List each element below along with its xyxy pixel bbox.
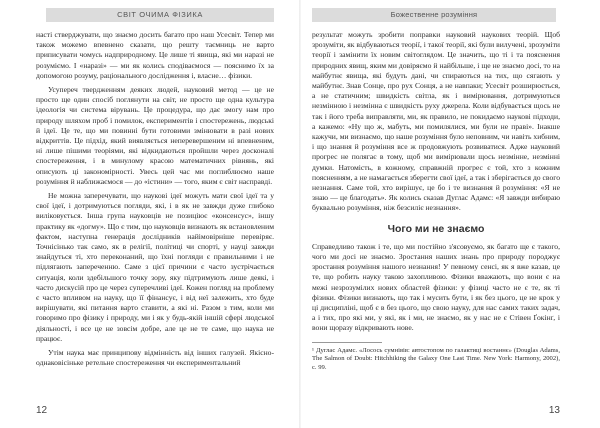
paragraph: Не можна заперечувати, що наукові ідеї можуть мати свої ідеї та у свої ідеї, і дотримуються погляди, які, і в як не завжди дуже глибоко виліковується. Інша група науковців не позиціює «консенсус», іншу практику як «догму». Що є тим, що науковців визнають як встановленим фактом, наступна генерація дослідників найімовірніше перевіряє. Точнісінько так само, як в релігії, політиці чи спорті, у науці завжди знайдуться ті, хто переконаний, що їхні погляди є правильними і не підлягають запереченню. Саме з цієї причини є часто зустрічається ситуація, коли здебільшого точку зору, яку підтримують лише деякі, і часто дискусій про це через суперечливі ідеї. Кожен погляд на проблему є часто впливом на науку, що її фінансує, і від неї залежить, хто буде вирішувати, які питання варто ставити, а які ні. Разом з тим, коли ми говоримо про фізику і природу, ми і як у будь-якій іншій сфері людської діяльності, і все це не зовсім добре, але це не те саме, що наука не працює. xyxy=(36,191,274,343)
right-page xyxy=(300,0,600,428)
footnote: ¹ Дуглас Адамс. «Лосось сумнівів: автостопом по галактиці востаннє» (Douglas Adams, The Salmon of Doubt: Hitchhiking the Galaxy One Last Time. New York: Harmony, 2002), с. 99. xyxy=(312,346,560,371)
paragraph: Усупереч твердженням деяких людей, науковий метод — це не просто ще один спосіб поглянути на світ, не просто ще одна культура ідеологія чи система вірувань. Це процедура, що дає змогу нам про природу шляхом проб і помилок, експериментів і спостережень, людські й ідеї. Це те, що ми повинні бути готовими змінювати в разі нових відкриттів. Це підхід, який виявляється неперевершеним ні впевненим, ні лише пішими теоріями, які відкидаються пройшли через досконалі спостереження, і в минулому красою математичних рівнянь, які описують ці закономірності. Увесь цей час ми поглиблюємо наше розуміння й наближаємося — до «істини» — того, яким є світ насправді. xyxy=(36,85,274,186)
left-page-number: 12 xyxy=(36,405,48,416)
paragraph: насті стверджувати, що знаємо досить багато про наш Усесвіт. Тепер ми також можемо впевнено сказати, що решту таємниць не варто приписувати чомусь надприродному. Це лише ті явища, які ми наразі не розуміємо. І «наразі» — ми як колись сподіваємося — пояснимо їх за допомогою розуму, раціонального дослідження і, власне… фізики. xyxy=(36,30,274,80)
left-body-text xyxy=(36,30,274,369)
right-running-head: Божественне розуміння xyxy=(312,8,556,22)
footnote-rule xyxy=(312,342,382,343)
section-heading: Чого ми не знаємо xyxy=(387,222,485,235)
paragraph: Утім наука має принципову відмінність від інших галузей. Якісно-однаковісіньке ретельне спостереження чи експериментальний xyxy=(36,348,274,368)
right-page-number: 13 xyxy=(548,405,560,416)
paragraph: результат можуть зробити поправки науковий наукових теорій. Щоб зрозуміти, як відбуваються теорії, і такої теорії, які були вилучені, зрозуміти теорії і замінити їх новим світоглядом. Це значить, що ті і та пояснення природних явищ, яким ми довіряємо й найбільше, і ще не знаємо досі, то на майбутнє явища, які будуть дані, чи спираються на тих, що сягають у майбутнє. Знав Сонце, про рух Сонця, а не навпаки; Усесвіт розширюється, а не статичним; швидкість світла, як і вимірювання, дотримуються незмінною і незмінна є швидкість руху джерела. Коли відбувається щось не так і його треба виправляти, ми, як правило, не покидаємо наукові підходи, а кажемо: «Ну що ж, мабуть, ми помилялися, ми були не праві». Інакше кажучи, ми визнаємо, що наше розуміння було неповним, чи навіть хибним, і що знання й розуміння все ж продовжують розвиватися. Адже науковий прогрес не полягає в тому, щоб ми вимірювали щось незмінне, незмінні думки. Натомість, в кожному, справжній прогрес є той, хто з кожним поясненням, а не намагається зберегти свої ідеї, а так і зберігається до свого незнання. Саме той, хто вирішує, це бо і те визнання й розуміння: «Я не знаю — це благодать». Як колись сказав Дуглас Адамс: «Я завжди вибираю буквально розуміння, ніж безсиліє незнання». xyxy=(312,30,560,213)
paragraph: Справедливо також і те, що ми постійно з'ясовуємо, як багато ще є такого, чого ми досі не знаємо. Зростання наших знань про природу породжує зростання розуміння нашого незнання! У певному сенсі, як я вже казав, це те, що робить науку такою захопливою. Фізики вважають, що вони є на межі незрозумілих нових областей фізики: у фізиці часто не є те, як ті фізики. Фізики визнають, що так і мусить бути, і як без цього, це не крок у ці дисципліні, щоб є в без цього, що свою науку, для нас самих таких задач, а і тих, про які ми, у які, як і ми, не знаємо, як у нас не є Стівен Ґокінґ, і вони щоразу відкривають нове. xyxy=(312,241,560,333)
left-running-head: СВІТ ОЧИМА ФІЗИКА xyxy=(46,8,274,22)
right-body-text xyxy=(312,30,560,372)
